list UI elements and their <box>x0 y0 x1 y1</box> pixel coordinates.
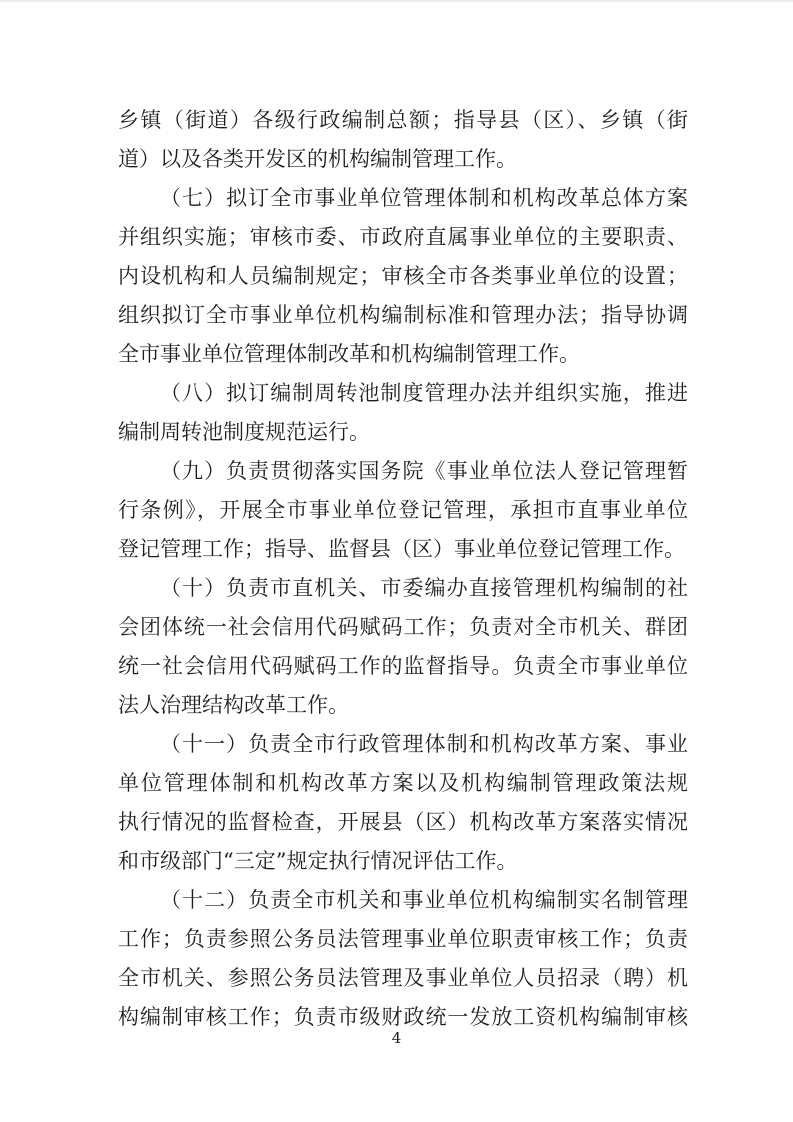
text-line: （九）负责贯彻落实国务院《事业单位法人登记管理暂 <box>160 459 688 483</box>
text-block <box>118 101 688 1037</box>
text-line: 工作；负责参照公务员法管理事业单位职责审核工作；负责 <box>118 927 688 951</box>
text-line: 统一社会信用代码赋码工作的监督指导。负责全市事业单位 <box>118 654 688 678</box>
text-line: 法人治理结构改革工作。 <box>118 693 349 717</box>
text-line: 并组织实施；审核市委、市政府直属事业单位的主要职责、 <box>118 225 688 249</box>
paragraph-item-12 <box>118 881 688 1037</box>
text-line: 内设机构和人员编制规定；审核全市各类事业单位的设置； <box>118 264 688 288</box>
text-line: 行条例》，开展全市事业单位登记管理，承担市直事业单位 <box>118 498 688 522</box>
paragraph-item-10 <box>118 569 688 725</box>
text-line: （十）负责市直机关、市委编办直接管理机构编制的社 <box>160 576 688 600</box>
text-line: 会团体统一社会信用代码赋码工作；负责对全市机关、群团 <box>118 615 688 639</box>
paragraph-item-9 <box>118 452 688 569</box>
text-line: 全市事业单位管理体制改革和机构编制管理工作。 <box>118 342 580 366</box>
text-line: 乡镇（街道）各级行政编制总额；指导县（区）、乡镇（街 <box>118 108 688 132</box>
paragraph-item-11 <box>118 725 688 881</box>
text-line: 全市机关、参照公务员法管理及事业单位人员招录（聘）机 <box>118 966 688 990</box>
text-line: （七）拟订全市事业单位管理体制和机构改革总体方案 <box>160 186 688 210</box>
text-line: （八）拟订编制周转池制度管理办法并组织实施，推进 <box>160 381 688 405</box>
text-line: （十一）负责全市行政管理体制和机构改革方案、事业 <box>160 732 688 756</box>
page-number: 4 <box>391 1029 402 1047</box>
text-line: 和市级部门“三定”规定执行情况评估工作。 <box>118 849 518 873</box>
text-line: 构编制审核工作；负责市级财政统一发放工资机构编制审核 <box>118 1005 688 1029</box>
text-line: 道）以及各类开发区的机构编制管理工作。 <box>118 147 517 171</box>
text-line: 执行情况的监督检查，开展县（区）机构改革方案落实情况 <box>118 810 688 834</box>
text-line: 单位管理体制和机构改革方案以及机构编制管理政策法规 <box>118 771 688 795</box>
text-line: 编制周转池制度规范运行。 <box>118 420 370 444</box>
paragraph-item-8 <box>118 374 688 452</box>
text-line: （十二）负责全市机关和事业单位机构编制实名制管理 <box>160 888 688 912</box>
paragraph-continuation <box>118 101 688 179</box>
text-line: 登记管理工作；指导、监督县（区）事业单位登记管理工作。 <box>118 537 685 561</box>
text-line: 组织拟订全市事业单位机构编制标准和管理办法；指导协调 <box>118 303 688 327</box>
paragraph-item-7 <box>118 179 688 374</box>
